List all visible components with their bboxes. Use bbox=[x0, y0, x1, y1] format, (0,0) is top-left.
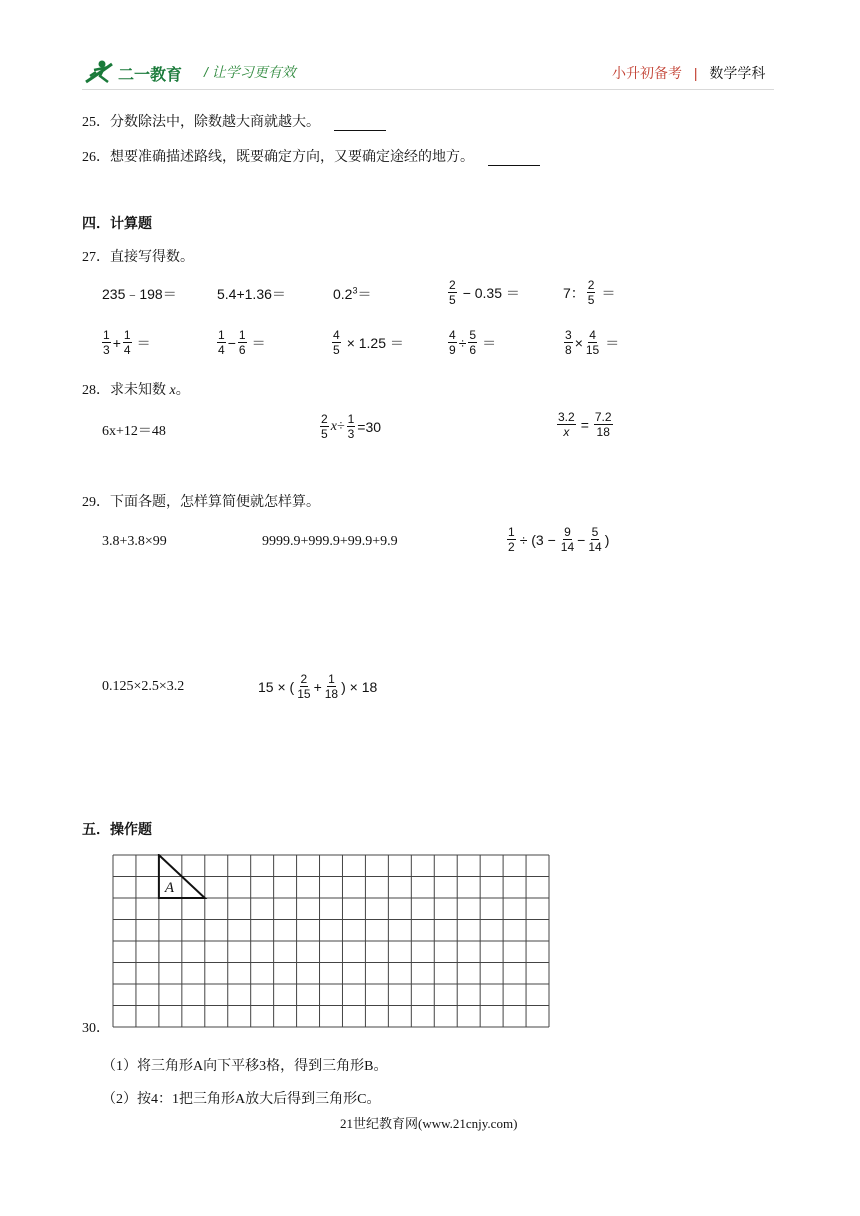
denominator: 6 bbox=[238, 343, 246, 357]
fraction bbox=[102, 328, 111, 357]
expr-29e bbox=[258, 672, 377, 701]
operator: ÷ bbox=[458, 334, 467, 351]
expr-mid: ÷ (3 − bbox=[519, 531, 556, 548]
expr-end: ) bbox=[604, 531, 610, 548]
section-title: 四．计算题 bbox=[82, 215, 152, 231]
fraction bbox=[564, 328, 573, 357]
expr-29b: 9999.9+999.9+99.9+9.9 bbox=[262, 534, 398, 549]
denominator: 14 bbox=[560, 540, 575, 554]
numerator: 1 bbox=[103, 328, 110, 342]
numerator: 2 bbox=[587, 278, 595, 292]
expr-27e bbox=[563, 278, 615, 307]
expr-pre: 7： bbox=[563, 284, 585, 301]
operator: + bbox=[112, 334, 121, 351]
question-text: 想要准确描述路线，既要确定方向，又要确定途经的地方。 bbox=[110, 150, 474, 165]
denominator: 5 bbox=[449, 293, 456, 307]
numerator: 5 bbox=[591, 525, 599, 539]
denominator: x bbox=[563, 425, 570, 439]
question-25 bbox=[82, 111, 386, 131]
question-number: 25． bbox=[82, 115, 110, 130]
grid-diagram bbox=[112, 854, 552, 1030]
expr-mid: x÷ bbox=[330, 418, 345, 434]
expr-rest: × 1.25 ＝ bbox=[346, 334, 404, 351]
numerator: 1 bbox=[218, 328, 225, 342]
header-category bbox=[612, 63, 765, 83]
logo-text: 二一教育 bbox=[118, 67, 183, 84]
question-number: 28． bbox=[82, 383, 110, 398]
question-number: 29． bbox=[82, 495, 110, 510]
equals: ＝ bbox=[482, 334, 497, 351]
numerator: 5 bbox=[469, 328, 477, 342]
question-27 bbox=[82, 246, 194, 266]
question-26 bbox=[82, 146, 540, 166]
expr-rest: ＝ bbox=[601, 284, 616, 301]
fraction bbox=[332, 328, 341, 357]
denominator: 15 bbox=[585, 343, 600, 357]
logo bbox=[82, 56, 192, 86]
expr-27g bbox=[215, 328, 266, 357]
numerator: 4 bbox=[589, 328, 596, 342]
denominator: 2 bbox=[508, 540, 515, 554]
numerator: 3.2 bbox=[558, 410, 575, 424]
question-28 bbox=[82, 379, 190, 399]
numerator: 1 bbox=[123, 328, 131, 342]
equals: = bbox=[580, 416, 589, 433]
expr-end: ) × 18 bbox=[341, 678, 378, 695]
question-text: 分数除法中，除数越大商就越大。 bbox=[110, 115, 320, 130]
fraction bbox=[557, 410, 576, 439]
fraction bbox=[587, 525, 602, 554]
fraction bbox=[448, 278, 457, 307]
question-text: 直接写得数。 bbox=[110, 250, 194, 265]
expr-27f bbox=[100, 328, 151, 357]
expr-27a: 235﹣198＝ bbox=[102, 286, 177, 302]
question-number: 27． bbox=[82, 250, 110, 265]
operator: × bbox=[574, 334, 583, 351]
fraction bbox=[347, 412, 356, 441]
fraction bbox=[594, 410, 613, 439]
question-number: 30． bbox=[82, 1021, 110, 1036]
expr-29a: 3.8+3.8×99 bbox=[102, 534, 167, 549]
numerator: 9 bbox=[564, 525, 571, 539]
category-label: 小升初备考 bbox=[612, 65, 682, 81]
numerator: 1 bbox=[238, 328, 246, 342]
denominator: 4 bbox=[123, 343, 131, 357]
numerator: 1 bbox=[347, 412, 355, 426]
numerator: 3 bbox=[565, 328, 572, 342]
exponent: 3 bbox=[352, 285, 358, 296]
punctuation: 。 bbox=[175, 383, 190, 398]
expr-27d bbox=[446, 278, 520, 307]
header-separator: | bbox=[693, 65, 698, 81]
denominator: 14 bbox=[588, 540, 602, 554]
fraction bbox=[585, 328, 600, 357]
numerator: 4 bbox=[449, 328, 456, 342]
denominator: 8 bbox=[565, 343, 572, 357]
fraction bbox=[320, 412, 329, 441]
expr-rest: =30 bbox=[357, 418, 382, 435]
header-divider bbox=[82, 89, 774, 90]
denominator: 6 bbox=[469, 343, 477, 357]
expr-rest: − 0.35 ＝ bbox=[462, 284, 520, 301]
equation-28b bbox=[318, 412, 381, 441]
fraction bbox=[560, 525, 575, 554]
numerator: 1 bbox=[508, 525, 515, 539]
base: 0.2 bbox=[333, 286, 353, 302]
fraction bbox=[296, 672, 311, 701]
subquestion-1: （1）将三角形A向下平移3格，得到三角形B。 bbox=[102, 1059, 388, 1074]
equation-28c bbox=[555, 410, 615, 439]
denominator: 18 bbox=[324, 687, 339, 701]
fraction bbox=[468, 328, 477, 357]
equals: ＝ bbox=[357, 286, 372, 302]
numerator: 4 bbox=[333, 328, 340, 342]
expr-27h bbox=[330, 328, 404, 357]
denominator: 3 bbox=[347, 427, 355, 441]
denominator: 5 bbox=[587, 293, 595, 307]
footer: 21世纪教育网(www.21cnjy.com) bbox=[340, 1116, 518, 1131]
expr-29d: 0.125×2.5×3.2 bbox=[102, 679, 185, 694]
numerator: 2 bbox=[321, 412, 328, 426]
expr-27i bbox=[446, 328, 496, 357]
denominator: 4 bbox=[218, 343, 225, 357]
expr-pre: 15 × ( bbox=[258, 678, 295, 695]
denominator: 3 bbox=[103, 343, 110, 357]
denominator: 18 bbox=[596, 425, 610, 439]
operator: + bbox=[313, 678, 322, 695]
operator: − bbox=[227, 334, 236, 351]
slogan: / 让学习更有效 bbox=[204, 64, 296, 80]
numerator: 2 bbox=[300, 672, 308, 686]
answer-blank[interactable] bbox=[488, 151, 540, 166]
expr-27j bbox=[562, 328, 619, 357]
numerator: 7.2 bbox=[594, 410, 612, 424]
grid-lines bbox=[113, 855, 549, 1027]
fraction bbox=[217, 328, 226, 357]
denominator: 9 bbox=[449, 343, 456, 357]
subject-label: 数学学科 bbox=[709, 65, 766, 81]
section-title: 五．操作题 bbox=[82, 821, 152, 837]
question-29 bbox=[82, 491, 320, 511]
fraction bbox=[123, 328, 132, 357]
fraction bbox=[324, 672, 339, 701]
subquestion-2: （2）按4：1把三角形A放大后得到三角形C。 bbox=[102, 1092, 381, 1107]
runner-logo-icon bbox=[82, 58, 116, 86]
equation-28a: 6x+12＝48 bbox=[102, 424, 166, 439]
question-text: 求未知数 bbox=[110, 383, 166, 398]
expr-27b: 5.4+1.36＝ bbox=[217, 286, 286, 302]
denominator: 15 bbox=[297, 687, 311, 701]
fraction bbox=[238, 328, 247, 357]
denominator: 5 bbox=[333, 343, 340, 357]
numerator: 2 bbox=[449, 278, 456, 292]
equals: ＝ bbox=[605, 334, 620, 351]
expr-29c bbox=[505, 525, 609, 554]
question-number: 26． bbox=[82, 150, 110, 165]
denominator: 5 bbox=[321, 427, 328, 441]
question-text: 下面各题，怎样算简便就怎样算。 bbox=[110, 495, 320, 510]
expr-27c bbox=[333, 284, 371, 304]
fraction bbox=[587, 278, 596, 307]
equals: ＝ bbox=[136, 334, 151, 351]
variable: x bbox=[169, 383, 176, 398]
numerator: 1 bbox=[328, 672, 335, 686]
equals: ＝ bbox=[251, 334, 266, 351]
answer-blank[interactable] bbox=[334, 116, 386, 131]
operator: − bbox=[577, 531, 586, 548]
fraction bbox=[507, 525, 516, 554]
triangle-label: A bbox=[164, 880, 175, 896]
fraction bbox=[448, 328, 457, 357]
